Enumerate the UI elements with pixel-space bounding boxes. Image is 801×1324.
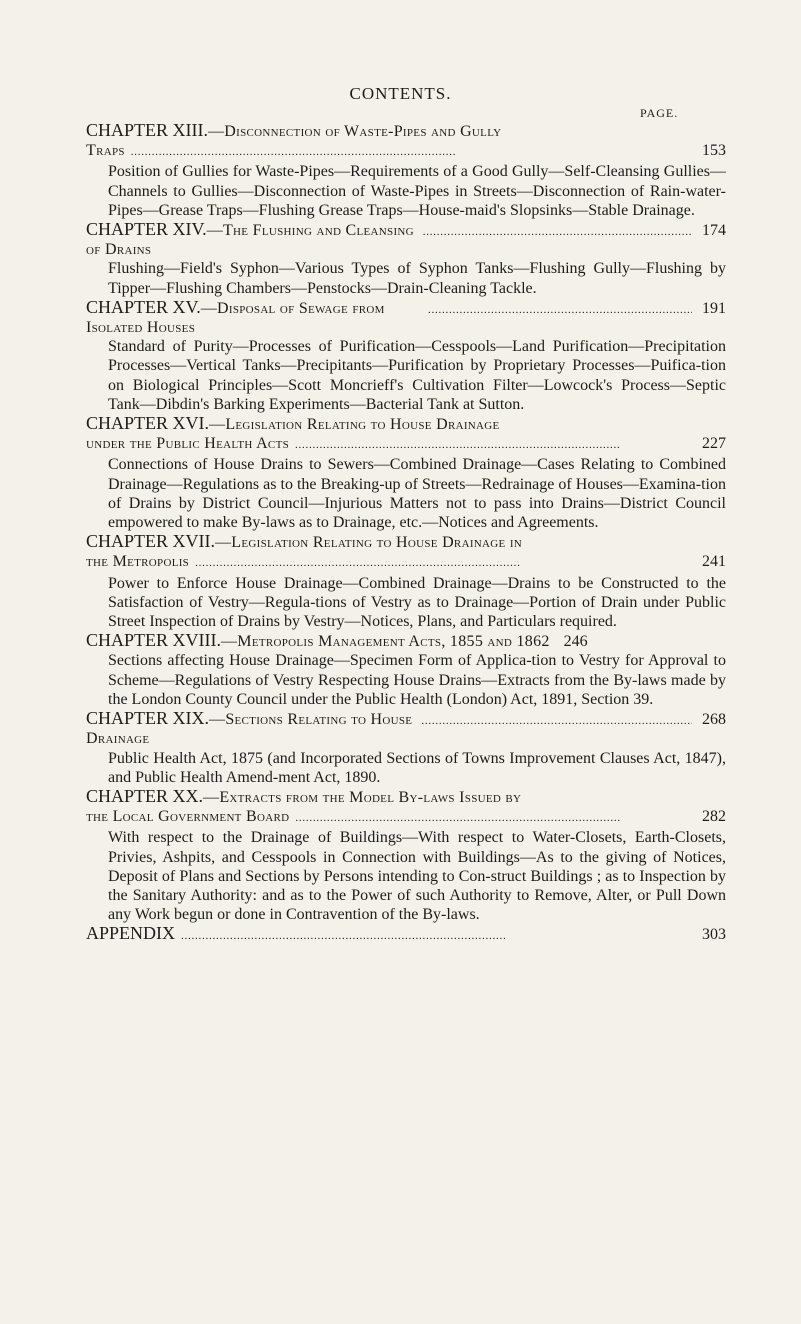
chapter-description: Connections of House Drains to Sewers—Combined Drainage—Cases Relating to Combined Drainage—Regulations as to the Breaking-up of Streets—Redrainage of Houses—Examina-tion of Drains by District Council—Injurious Matters not to pass into Drains—District Council empowered to make By-laws as to Drainage, etc.—Notices and Agreements. [108, 456, 726, 532]
page-number: 303 [702, 926, 726, 944]
chapter-description: Standard of Purity—Processes of Purification—Cesspools—Land Purification—Precipitation Processes—Vertical Tanks—Precipitants—Purification by Proprietary Processes—Puifica-tion on Biological Principles—Scott Moncrieff's Cultivation Filter—Lowcock's Process—Septic Tank—Dibdin's Barking Experiments—Bacterial Tank at Sutton. [108, 338, 726, 413]
chapter-label: CHAPTER XIX. [86, 708, 210, 729]
page-number: 282 [702, 808, 726, 826]
chapter-title-continued: under the Public Health Acts [86, 435, 290, 453]
toc-entry-appendix [86, 924, 726, 946]
dot-leader [428, 299, 692, 320]
toc-entry-title-line-1 [86, 220, 726, 259]
chapter-title-continued: the Metropolis [86, 553, 190, 571]
toc-entry-title-line-1 [86, 298, 726, 337]
dot-leader [295, 434, 692, 455]
chapter-description: Sections affecting House Drainage—Specimen Form of Applica-tion to Vestry for Approval to Scheme—Regulations of Vestry Respecting House Drains—Extracts from the By-laws made by the London County Council under the Public Health (London) Act, 1891, Section 39. [108, 652, 726, 708]
chapter-label: CHAPTER XIV. [86, 219, 207, 240]
dot-leader [421, 710, 692, 731]
page-number: 153 [702, 142, 726, 160]
toc-entry-chapter-16 [86, 414, 726, 532]
chapter-label: CHAPTER XV. [86, 296, 201, 317]
page-number: 191 [702, 299, 726, 317]
toc-entry-title-line-2 [86, 552, 726, 573]
chapter-title: —The Flushing and Cleansing of Drains [86, 222, 414, 259]
chapter-title-continued: the Local Government Board [86, 808, 290, 826]
chapter-title: —Sections Relating to House Drainage [86, 711, 413, 748]
dot-leader [181, 925, 692, 946]
chapter-description: Flushing—Field's Syphon—Various Types of Syphon Tanks—Flushing Gully—Flushing by Tipper—Flushing Chambers—Penstocks—Drain-Cleaning Tackle. [108, 260, 726, 297]
page-number: 227 [702, 435, 726, 453]
page-number: 241 [702, 553, 726, 571]
chapter-title: —Metropolis Management Acts, 1855 and 1862 [221, 633, 550, 651]
toc-entry-title-line-1 [86, 532, 726, 552]
toc-entry-title-line-1 [86, 709, 726, 748]
chapter-label: CHAPTER XVI. [86, 413, 210, 434]
toc-entry-title-line-2 [86, 141, 726, 162]
page-number: 246 [563, 633, 588, 651]
page-number: 174 [702, 222, 726, 240]
chapter-title: —Legislation Relating to House Drainage [209, 416, 500, 434]
chapter-description: Public Health Act, 1875 (and Incorporated Sections of Towns Improvement Clauses Act, 1847), and Public Health Amend-ment Act, 1890. [108, 749, 726, 786]
dot-leader [295, 807, 692, 828]
chapter-title: —Disposal of Sewage from Isolated Houses [86, 299, 385, 337]
chapter-description: With respect to the Drainage of Buildings—With respect to Water-Closets, Earth-Closets, Privies, Ashpits, and Cesspools in Connection with Buildings—As to the giving of Notices, Deposit of Plans and Sections by Persons intending to Con-struct Buildings ; as to Inspection by the Sanitary Authority: and as to the Power of such Authority to Remove, Alter, or Pull Down any Work begun or done in Contravention of the By-laws. [108, 829, 726, 924]
toc-entry-title-line-1 [86, 631, 726, 651]
table-of-contents [86, 121, 726, 947]
chapter-label: CHAPTER XX. [86, 785, 204, 806]
toc-entry-chapter-17 [86, 532, 726, 631]
page-column-label: PAGE. [640, 106, 679, 120]
toc-entry-title-line-1 [86, 924, 726, 946]
toc-entry-title-line-1 [86, 121, 726, 141]
chapter-title: —Disconnection of Waste-Pipes and Gully [208, 123, 502, 140]
chapter-label: CHAPTER XVII. [86, 531, 215, 552]
toc-entry-chapter-14 [86, 220, 726, 298]
chapter-title-continued: Traps [86, 142, 125, 160]
toc-entry-title-line-2 [86, 807, 726, 828]
toc-entry-chapter-18 [86, 631, 726, 709]
toc-entry-title-line-2 [86, 434, 726, 455]
chapter-label: CHAPTER XIII. [86, 120, 208, 140]
page-title: CONTENTS. [349, 84, 452, 103]
page-number: 268 [702, 711, 726, 729]
dot-leader [423, 221, 692, 242]
dot-leader [131, 141, 692, 162]
toc-entry-title-line-1 [86, 787, 726, 807]
toc-entry-chapter-20 [86, 787, 726, 924]
toc-entry-chapter-13 [86, 121, 726, 220]
chapter-description: Power to Enforce House Drainage—Combined Drainage—Drains to be Constructed to the Satisfaction of Vestry—Regula-tions of Vestry as to Drainage—Portion of Drain under Public Street Inspection of Drains by Vestry—Notices, Plans, and Particulars required. [108, 574, 726, 631]
appendix-label: APPENDIX [86, 923, 176, 944]
chapter-title: —Legislation Relating to House Drainage in [215, 534, 523, 552]
chapter-description: Position of Gullies for Waste-Pipes—Requirements of a Good Gully—Self-Cleansing Gullies—Channels to Gullies—Disconnection of Waste-Pipes in Streets—Disconnection of Rain-water-Pipes—Grease Traps—Flushing Grease Traps—House-maid's Slopsinks—Stable Drainage. [108, 163, 726, 219]
chapter-label: CHAPTER XVIII. [86, 630, 221, 651]
chapter-title: —Extracts from the Model By-laws Issued by [203, 788, 522, 806]
toc-entry-chapter-15 [86, 298, 726, 414]
dot-leader [195, 552, 692, 573]
toc-entry-title-line-1 [86, 414, 726, 434]
toc-entry-chapter-19 [86, 709, 726, 787]
